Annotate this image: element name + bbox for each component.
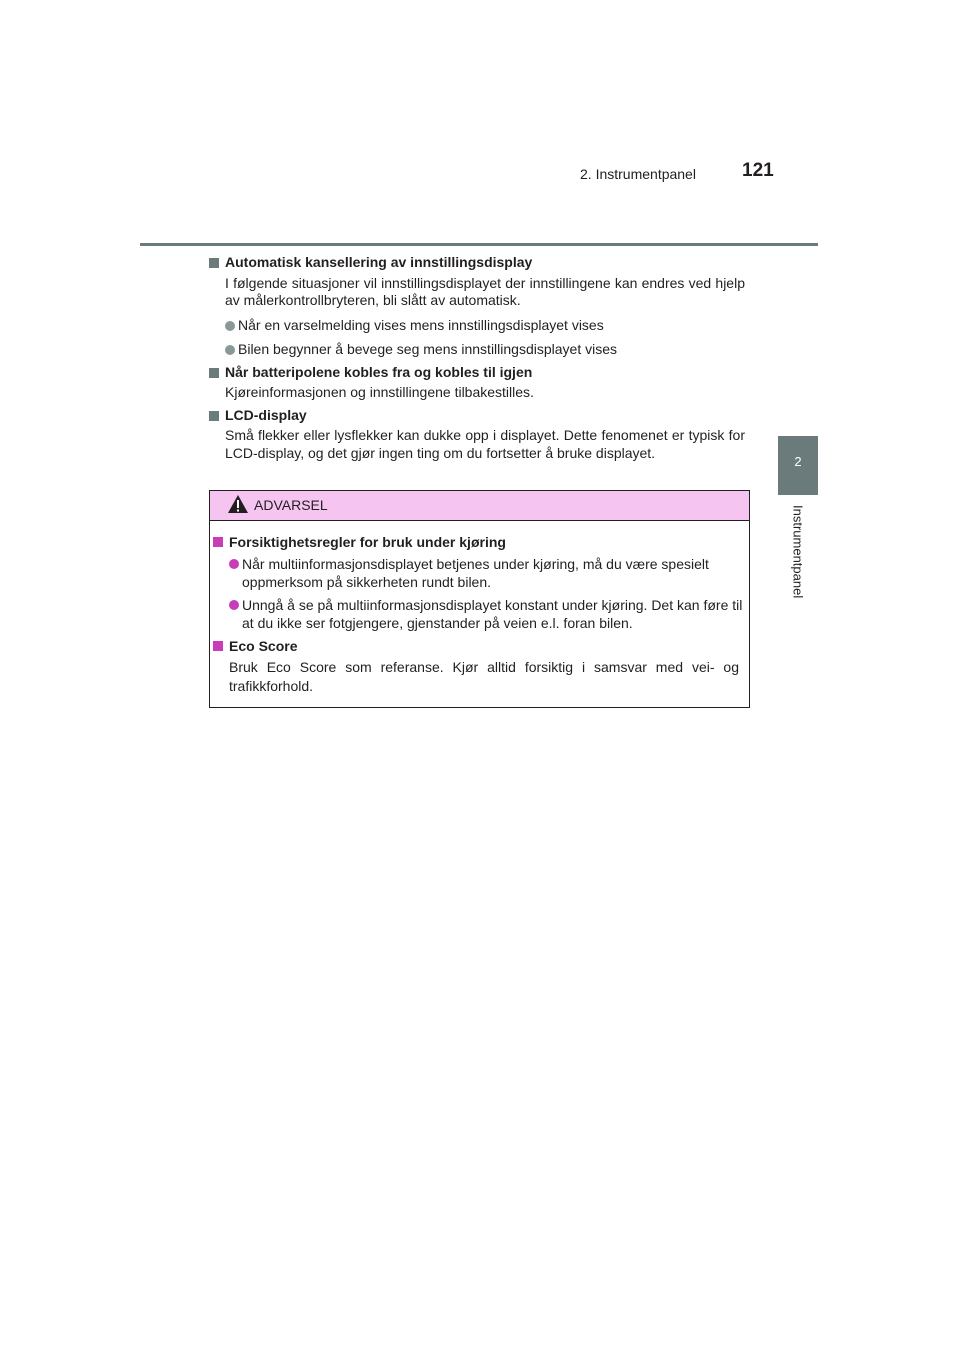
section-text: Kjøreinformasjonen og innstillingene tilbakestilles. xyxy=(225,384,534,400)
section-battery xyxy=(209,364,745,402)
chapter-tab[interactable] xyxy=(778,436,818,495)
warning-box xyxy=(209,490,750,708)
warning-list-item: Unngå å se på multiinformasjonsdisplayet konstant under kjøring. Det kan føre til at du ikke ser fotgjengere, gjenstander på veien e.l. foran bilen. xyxy=(213,596,744,633)
square-bullet-icon xyxy=(213,537,223,547)
round-bullet-icon xyxy=(225,345,235,355)
section-text: Små flekker eller lysflekker kan dukke opp i displayet. Dette fenomenet er typisk for LCD-display, og det gjør ingen ting om du fortsetter å bruke displayet. xyxy=(225,427,745,461)
section-lcd xyxy=(209,407,745,463)
round-bullet-icon xyxy=(229,600,239,610)
warning-body xyxy=(210,521,749,695)
warning-list-item: Når multiinformasjonsdisplayet betjenes under kjøring, må du være spesielt oppmerksom på sikkerheten rundt bilen. xyxy=(213,555,744,592)
square-bullet-icon xyxy=(213,641,223,651)
section-text: I følgende situasjoner vil innstillingsdisplayet der innstillingene kan endres ved hjelp av målerkontrollbryteren, bli slått av automatisk. xyxy=(225,274,745,308)
square-bullet-icon xyxy=(209,368,219,378)
section-heading: LCD-display xyxy=(209,407,745,425)
header-section-title: 2. Instrumentpanel xyxy=(580,166,696,182)
square-bullet-icon xyxy=(209,411,219,421)
warning-header xyxy=(210,491,749,521)
section-heading: Automatisk kansellering av innstillingsdisplay xyxy=(209,254,745,272)
warning-triangle-icon xyxy=(227,494,249,514)
warning-section-heading: Forsiktighetsregler for bruk under kjøring xyxy=(213,533,744,552)
main-content xyxy=(209,254,745,462)
chapter-tab-number: 2 xyxy=(794,454,802,469)
list-item: Når en varselmelding vises mens innstillingsdisplayet vises xyxy=(209,317,745,335)
section-auto-cancel xyxy=(209,254,745,359)
header-divider xyxy=(140,243,818,246)
warning-title: ADVARSEL xyxy=(254,497,328,513)
warning-section-text: Bruk Eco Score som referanse. Kjør alltid forsiktig i samsvar med vei- og trafikkforhold. xyxy=(229,659,739,694)
list-item: Bilen begynner å bevege seg mens innstillingsdisplayet vises xyxy=(209,341,745,359)
chapter-side-label xyxy=(779,505,817,635)
round-bullet-icon xyxy=(225,321,235,331)
round-bullet-icon xyxy=(229,559,239,569)
page-number: 121 xyxy=(742,160,774,181)
chapter-side-label-text: Instrumentpanel xyxy=(790,505,806,599)
section-heading: Når batteripolene kobles fra og kobles til igjen xyxy=(209,364,745,382)
warning-section-heading: Eco Score xyxy=(213,637,744,656)
square-bullet-icon xyxy=(209,258,219,268)
